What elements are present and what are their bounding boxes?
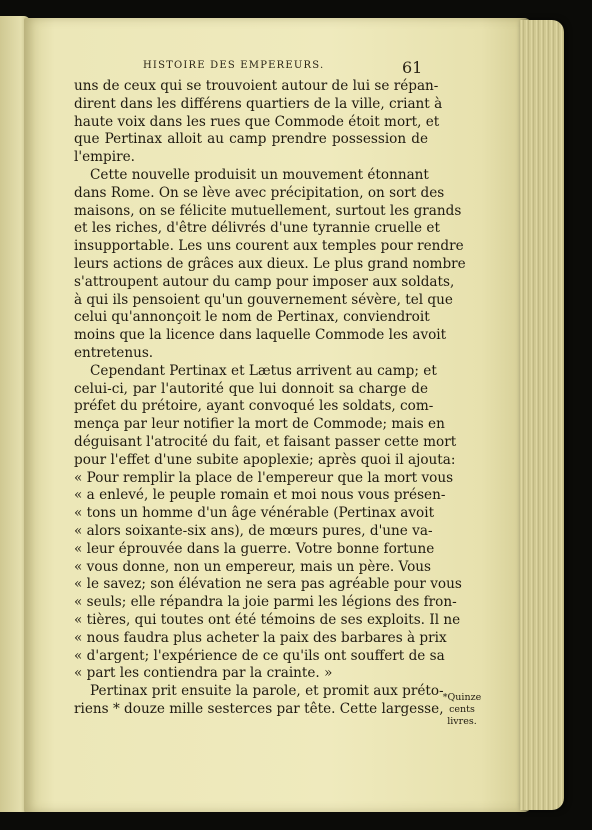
paragraph-1 [74,78,443,167]
text-line: « nous faudra plus acheter la paix des barbares à prix [74,629,447,646]
text-line: Cependant Pertinax et Lætus arrivent au camp; et [90,362,437,379]
page-number: 61 [402,58,423,77]
text-line: Cette nouvelle produisit un mouvement étonnant [90,166,429,183]
text-line: moins que la licence dans laquelle Commode les avoit [74,327,447,344]
text-line: « alors soixante-six ans), de mœurs pures, d'une va- [74,522,433,539]
text-line: « seuls; elle répandra la joie parmi les légions des fron- [74,594,457,611]
margin-note-line: *Quinze [442,692,482,703]
text-line: l'empire. [74,149,135,166]
text-line: insupportable. Les uns courent aux temples pour rendre [74,238,464,255]
text-line: celui qu'annonçoit le nom de Pertinax, conviendroit [74,309,430,326]
text-line: riens * douze mille sesterces par tête. Cette largesse, [74,700,444,717]
text-line: « tières, qui toutes ont été témoins de ses exploits. Il ne [74,611,461,628]
text-line: que Pertinax alloit au camp prendre possession de [74,131,428,148]
text-line: s'attroupent autour du camp pour imposer aux soldats, [74,273,455,290]
text-line: haute voix dans les rues que Commode étoit mort, et [74,113,440,130]
text-line: « Pour remplir la place de l'empereur que la mort vous [74,469,454,486]
text-line: pour l'effet d'une subite apoplexie; après quoi il ajouta: [74,451,456,468]
text-line: uns de ceux qui se trouvoient autour de lui se répan- [74,78,439,94]
paragraph-3 [74,362,462,683]
running-title: HISTOIRE DES EMPEREURS. [143,60,325,71]
text-line: et les riches, d'être délivrés d'une tyrannie cruelle et [74,220,440,237]
margin-note [433,692,491,728]
page-edges [520,20,564,810]
text-line: déguisant l'atrocité du fait, et faisant passer cette mort [74,433,457,450]
paragraph-2 [74,166,466,363]
text-line: « tons un homme d'un âge vénérable (Pertinax avoit [74,505,435,522]
text-line: celui-ci, par l'autorité que lui donnoit sa charge de [74,380,428,397]
text-line: préfet du prétoire, ayant convoqué les soldats, com- [74,398,434,415]
text-line: « d'argent; l'expérience de ce qu'ils ont souffert de sa [74,647,445,664]
text-line: « vous donne, non un empereur, mais un père. Vous [74,558,431,575]
text-line: Pertinax prit ensuite la parole, et promit aux préto- [90,683,444,700]
text-line: à qui ils pensoient qu'un gouvernement sévère, tel que [74,291,453,308]
margin-note-line: cents livres. [447,704,477,727]
text-line: « leur éprouvée dans la guerre. Votre bonne fortune [74,540,435,557]
text-line: entretenus. [74,344,154,361]
paragraph-4 [74,683,444,719]
text-line: leurs actions de grâces aux dieux. Le plus grand nombre [74,255,466,272]
text-line: dans Rome. On se lève avec précipitation, on sort des [74,184,445,201]
text-line: maisons, on se félicite mutuellement, surtout les grands [74,202,462,219]
text-line: mença par leur notifier la mort de Commode; mais en [74,416,445,433]
text-line: « le savez; son élévation ne sera pas agréable pour vous [74,576,462,593]
text-line: « part les contiendra par la crainte. » [74,665,333,682]
text-line: « a enlevé, le peuple romain et moi nous vous présen- [74,487,446,504]
text-line: dirent dans les différens quartiers de la ville, criant à [74,95,443,112]
